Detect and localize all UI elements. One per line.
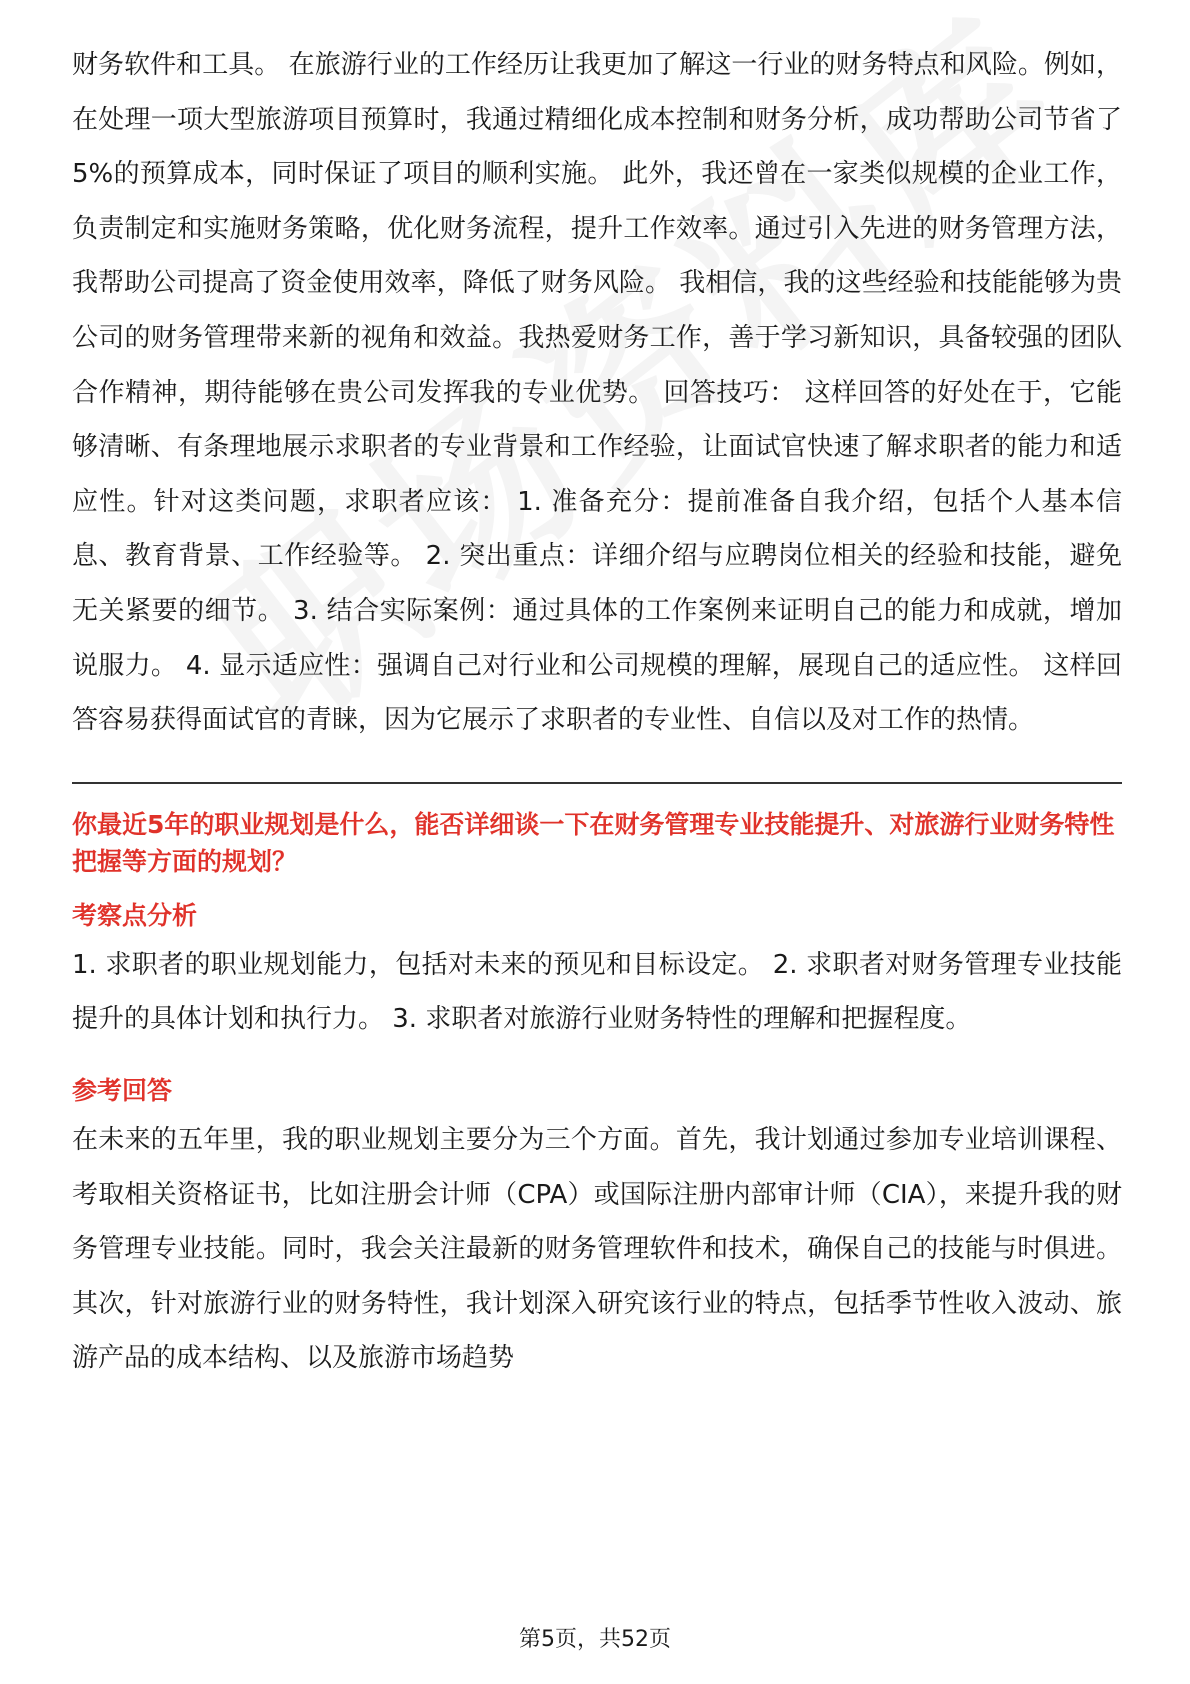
document-page <box>72 38 1122 1386</box>
answer-paragraph: 在未来的五年里，我的职业规划主要分为三个方面。首先，我计划通过参加专业培训课程、考取相关资格证书，比如注册会计师（CPA）或国际注册内部审计师（CIA），来提升我的财务管理专业技能。同时，我会关注最新的财务管理软件和技术，确保自己的技能与时俱进。 其次，针对旅游行业的财务特性，我计划深入研究该行业的特点，包括季节性收入波动、旅游产品的成本结构、以及旅游市场趋势 <box>72 1124 1122 1374</box>
analysis-heading: 考察点分析 <box>72 900 198 930</box>
page-number: 第5页，共52页 <box>519 1627 671 1652</box>
question-title: 你最近5年的职业规划是什么，能否详细谈一下在财务管理专业技能提升、对旅游行业财务特性把握等方面的规划？ <box>72 809 1115 876</box>
section-divider <box>72 782 1122 784</box>
body-paragraph: 财务软件和工具。 在旅游行业的工作经历让我更加了解这一行业的财务特点和风险。例如，在处理一项大型旅游项目预算时，我通过精细化成本控制和财务分析，成功帮助公司节省了5%的预算成本，同时保证了项目的顺利实施。 此外，我还曾在一家类似规模的企业工作，负责制定和实施财务策略，优化财务流程，提升工作效率。通过引入先进的财务管理方法，我帮助公司提高了资金使用效率，降低了财务风险。 我相信，我的这些经验和技能能够为贵公司的财务管理带来新的视角和效益。我热爱财务工作，善于学习新知识，具备较强的团队合作精神，期待能够在贵公司发挥我的专业优势。 回答技巧： 这样回答的好处在于，它能够清晰、有条理地展示求职者的专业背景和工作经验，让面试官快速了解求职者的能力和适应性。针对这类问题，求职者应该： 1. 准备充分：提前准备自我介绍，包括个人基本信息、教育背景、工作经验等。 2. 突出重点：详细介绍与应聘岗位相关的经验和技能，避免无关紧要的细节。 3. 结合实际案例：通过具体的工作案例来证明自己的能力和成就，增加说服力。 4. 显示适应性：强调自己对行业和公司规模的理解，展现自己的适应性。 这样回答容易获得面试官的青睐，因为它展示了求职者的专业性、自信以及对工作的热情。 <box>72 50 1122 736</box>
analysis-paragraph: 1. 求职者的职业规划能力，包括对未来的预见和目标设定。 2. 求职者对财务管理专业技能提升的具体计划和执行力。 3. 求职者对旅游行业财务特性的理解和把握程度。 <box>72 949 1122 1035</box>
answer-heading: 参考回答 <box>72 1075 173 1105</box>
